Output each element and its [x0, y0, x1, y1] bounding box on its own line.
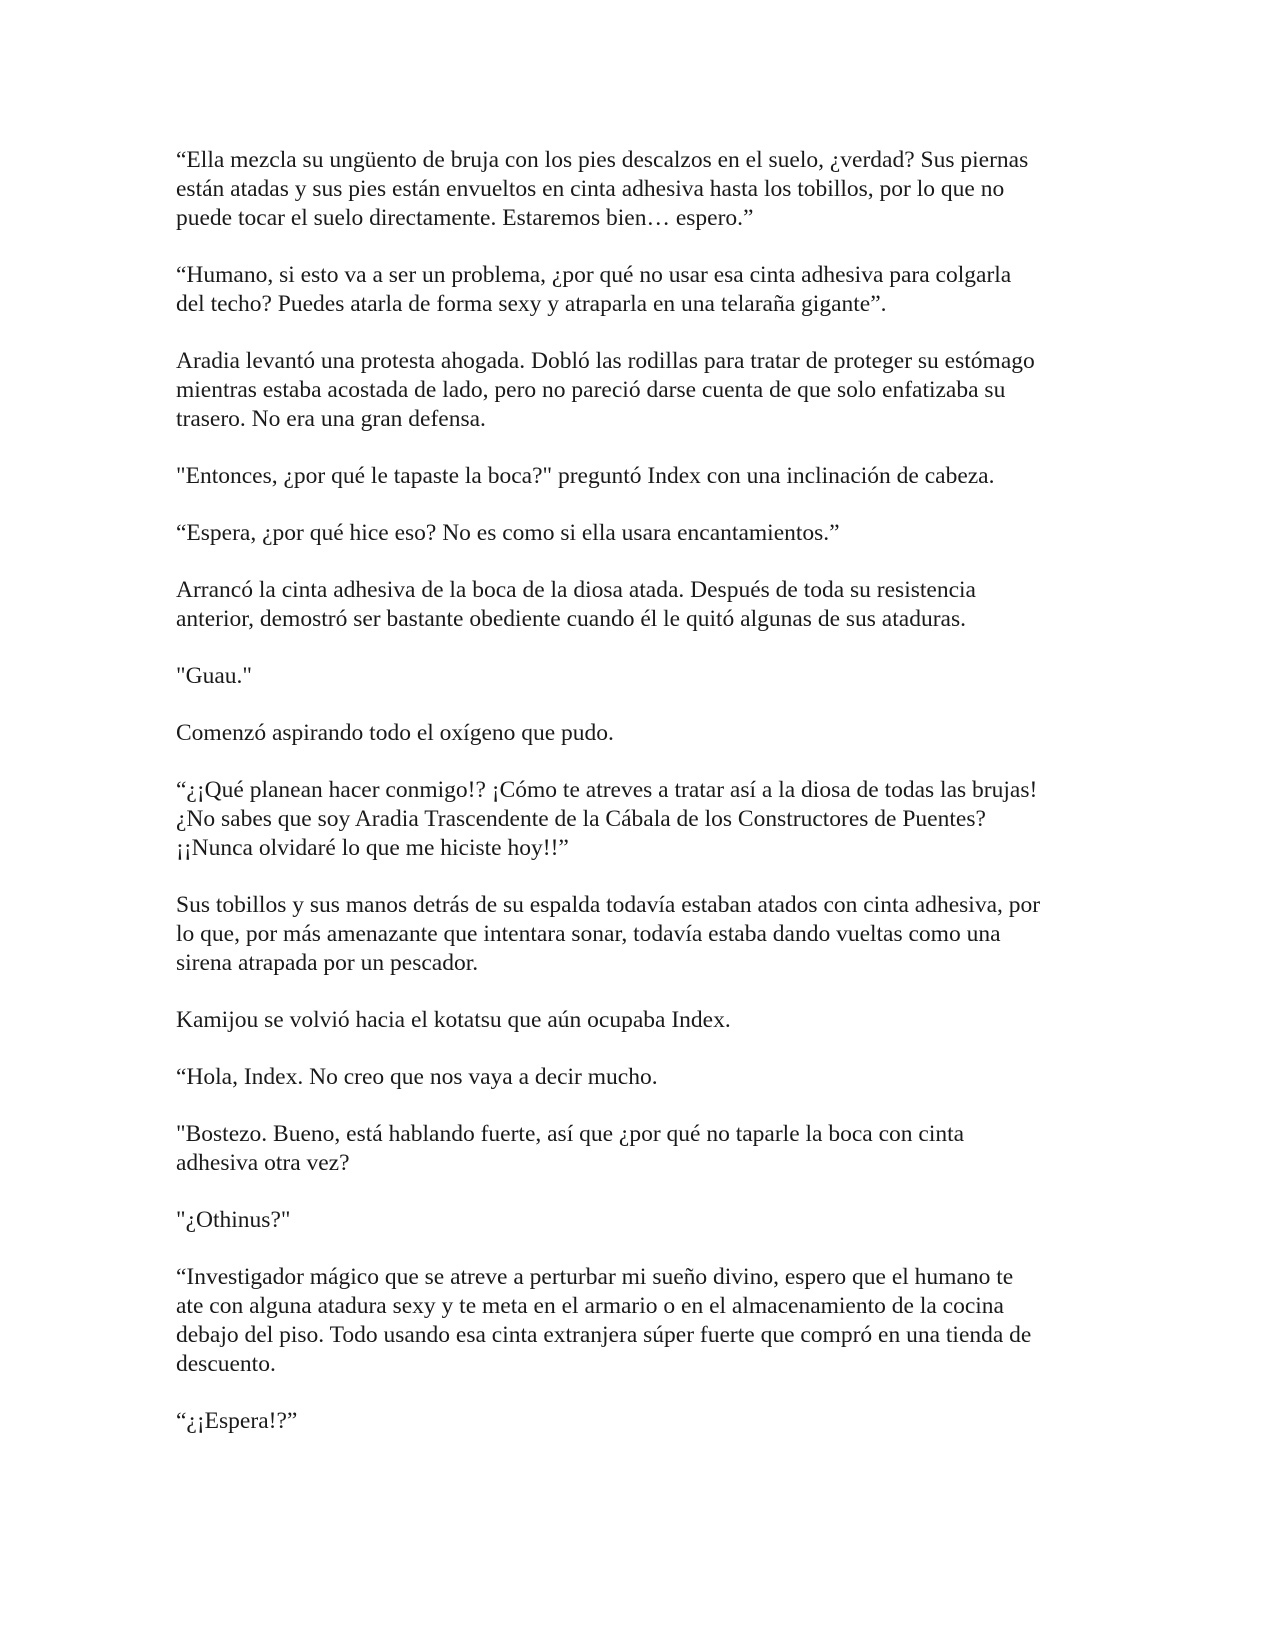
paragraph: “¿¡Espera!?” [176, 1408, 298, 1434]
paragraph: "¿Othinus?" [176, 1207, 291, 1233]
paragraph: “Humano, si esto va a ser un problema, ¿por qué no usar esa cinta adhesiva para colgarla del techo? Puedes atarla de forma sexy y atraparla en una telaraña gigante”. [176, 262, 1012, 317]
paragraph: Comenzó aspirando todo el oxígeno que pudo. [176, 720, 614, 746]
paragraph: "Guau." [176, 663, 252, 689]
document-page [176, 146, 1106, 1464]
paragraph: Sus tobillos y sus manos detrás de su espalda todavía estaban atados con cinta adhesiva, por lo que, por más amenazante que intentara sonar, todavía estaba dando vueltas como una sirena atrapada por un pescador. [176, 892, 1041, 976]
paragraph: “Investigador mágico que se atreve a perturbar mi sueño divino, espero que el humano te ate con alguna atadura sexy y te meta en el armario o en el almacenamiento de la cocina debajo del piso. Todo usando esa cinta extranjera súper fuerte que compró en una tienda de descuento. [176, 1264, 1032, 1377]
paragraph: Aradia levantó una protesta ahogada. Dobló las rodillas para tratar de proteger su estómago mientras estaba acostada de lado, pero no pareció darse cuenta de que solo enfatizaba su trasero. No era una gran defensa. [176, 348, 1035, 432]
paragraph: Arrancó la cinta adhesiva de la boca de la diosa atada. Después de toda su resistencia anterior, demostró ser bastante obediente cuando él le quitó algunas de sus ataduras. [176, 577, 976, 632]
paragraph: Kamijou se volvió hacia el kotatsu que aún ocupaba Index. [176, 1007, 731, 1033]
paragraph: “Espera, ¿por qué hice eso? No es como si ella usara encantamientos.” [176, 520, 840, 546]
paragraph: "Bostezo. Bueno, está hablando fuerte, así que ¿por qué no taparle la boca con cinta adhesiva otra vez? [176, 1121, 965, 1176]
paragraph: “Ella mezcla su ungüento de bruja con los pies descalzos en el suelo, ¿verdad? Sus piernas están atadas y sus pies están envueltos en cinta adhesiva hasta los tobillos, por lo que no puede tocar el suelo directamente. Estaremos bien… espero.” [176, 147, 1029, 231]
paragraph: “Hola, Index. No creo que nos vaya a decir mucho. [176, 1064, 658, 1090]
paragraph: "Entonces, ¿por qué le tapaste la boca?" preguntó Index con una inclinación de cabeza. [176, 463, 995, 489]
paragraph: “¿¡Qué planean hacer conmigo!? ¡Cómo te atreves a tratar así a la diosa de todas las brujas! ¿No sabes que soy Aradia Trascendente de la Cábala de los Constructores de Puentes? ¡¡Nunca olvidaré lo que me hiciste hoy!!” [176, 777, 1038, 861]
